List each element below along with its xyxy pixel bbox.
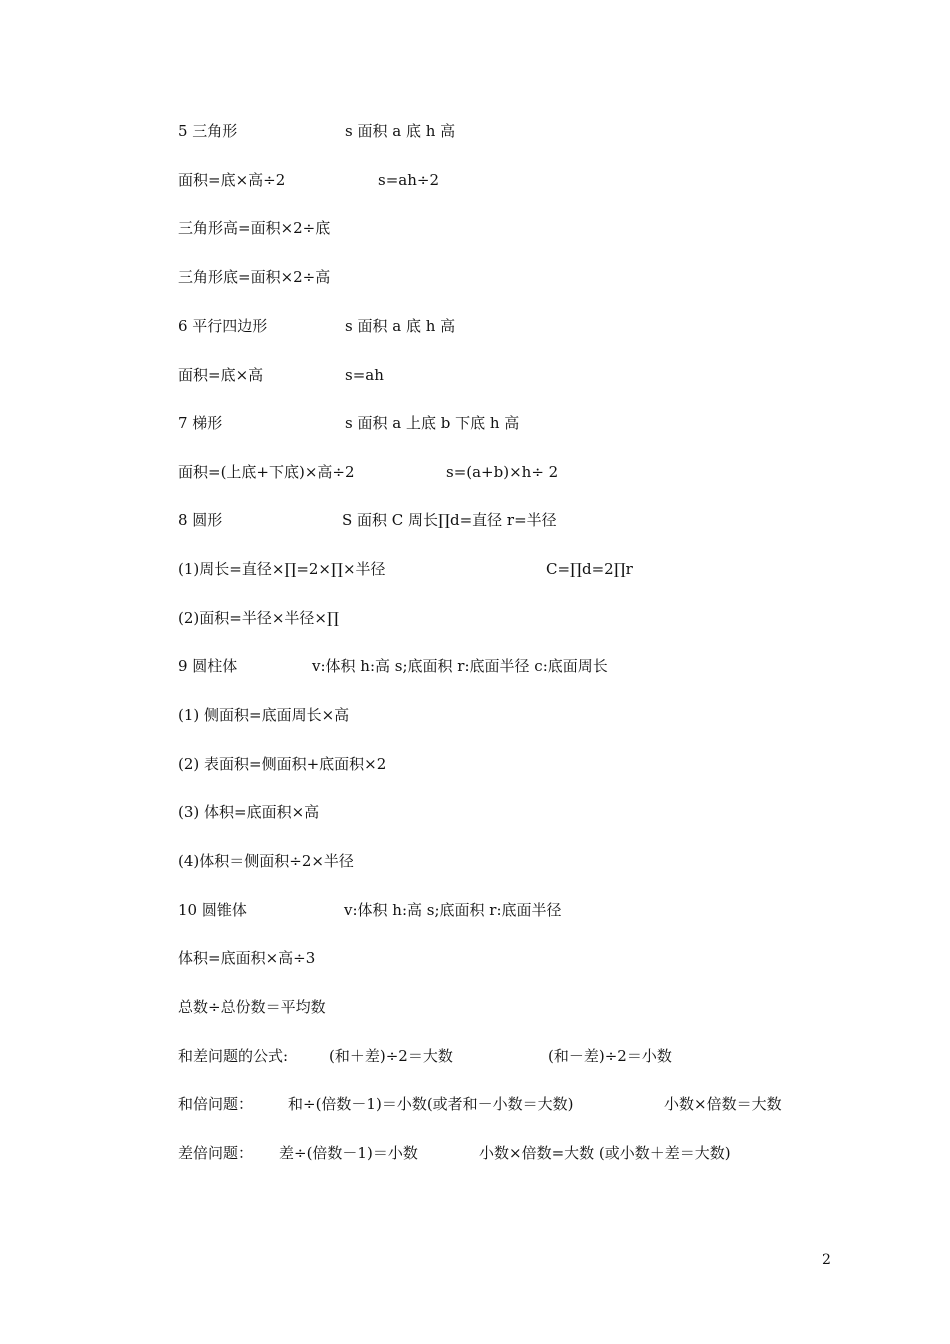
line-note: C=∏d=2∏r bbox=[546, 560, 633, 578]
line-text: (2) 表面积=侧面积+底面积×2 bbox=[178, 755, 387, 773]
line-text: (2)面积=半径×半径×∏ bbox=[178, 609, 339, 627]
line-text: 和差问题的公式: bbox=[178, 1047, 289, 1065]
line-text: 面积=(上底+下底)×高÷2 bbox=[178, 463, 355, 481]
line-text: 三角形底=面积×2÷高 bbox=[178, 268, 331, 286]
line-text: 三角形高=面积×2÷底 bbox=[178, 219, 331, 237]
line-text: 10 圆锥体 bbox=[178, 901, 247, 919]
line-note: s=ah bbox=[345, 366, 384, 384]
line-text: 9 圆柱体 bbox=[178, 657, 238, 675]
line-text: (3) 体积=底面积×高 bbox=[178, 803, 320, 821]
line-note: s=(a+b)×h÷ 2 bbox=[446, 463, 559, 481]
line-note: s 面积 a 底 h 高 bbox=[345, 122, 456, 140]
line-text: 8 圆形 bbox=[178, 511, 223, 529]
line-formula: (和－差)÷2＝小数 bbox=[548, 1047, 672, 1065]
line-text: 差倍问题： bbox=[178, 1144, 254, 1162]
line-note: s 面积 a 底 h 高 bbox=[345, 317, 456, 335]
line-text: 面积=底×高 bbox=[178, 366, 264, 384]
line-note: s 面积 a 上底 b 下底 h 高 bbox=[345, 414, 520, 432]
line-formula: 差÷(倍数－1)＝小数 bbox=[279, 1144, 418, 1162]
line-text: 和倍问题： bbox=[178, 1095, 254, 1113]
line-note: v:体积 h:高 s;底面积 r:底面半径 bbox=[344, 901, 562, 919]
line-text: 总数÷总份数＝平均数 bbox=[178, 998, 326, 1016]
line-text: 体积=底面积×高÷3 bbox=[178, 949, 316, 967]
line-text: (1) 侧面积=底面周长×高 bbox=[178, 706, 350, 724]
line-formula: 小数×倍数=大数 (或小数＋差＝大数) bbox=[479, 1144, 731, 1162]
line-note: S 面积 C 周长∏d=直径 r=半径 bbox=[342, 511, 557, 529]
line-text: 面积=底×高÷2 bbox=[178, 171, 286, 189]
line-formula: 和÷(倍数－1)＝小数(或者和－小数＝大数) bbox=[288, 1095, 574, 1113]
line-note: v:体积 h:高 s;底面积 r:底面半径 c:底面周长 bbox=[312, 657, 608, 675]
line-text: 5 三角形 bbox=[178, 122, 238, 140]
line-text: (1)周长=直径×∏=2×∏×半径 bbox=[178, 560, 386, 578]
page-number: 2 bbox=[822, 1252, 831, 1268]
line-formula: (和＋差)÷2＝大数 bbox=[329, 1047, 453, 1065]
line-note: s=ah÷2 bbox=[378, 171, 439, 189]
line-text: 7 梯形 bbox=[178, 414, 223, 432]
line-text: 6 平行四边形 bbox=[178, 317, 268, 335]
line-formula: 小数×倍数＝大数 bbox=[664, 1095, 782, 1113]
line-text: (4)体积＝侧面积÷2×半径 bbox=[178, 852, 354, 870]
